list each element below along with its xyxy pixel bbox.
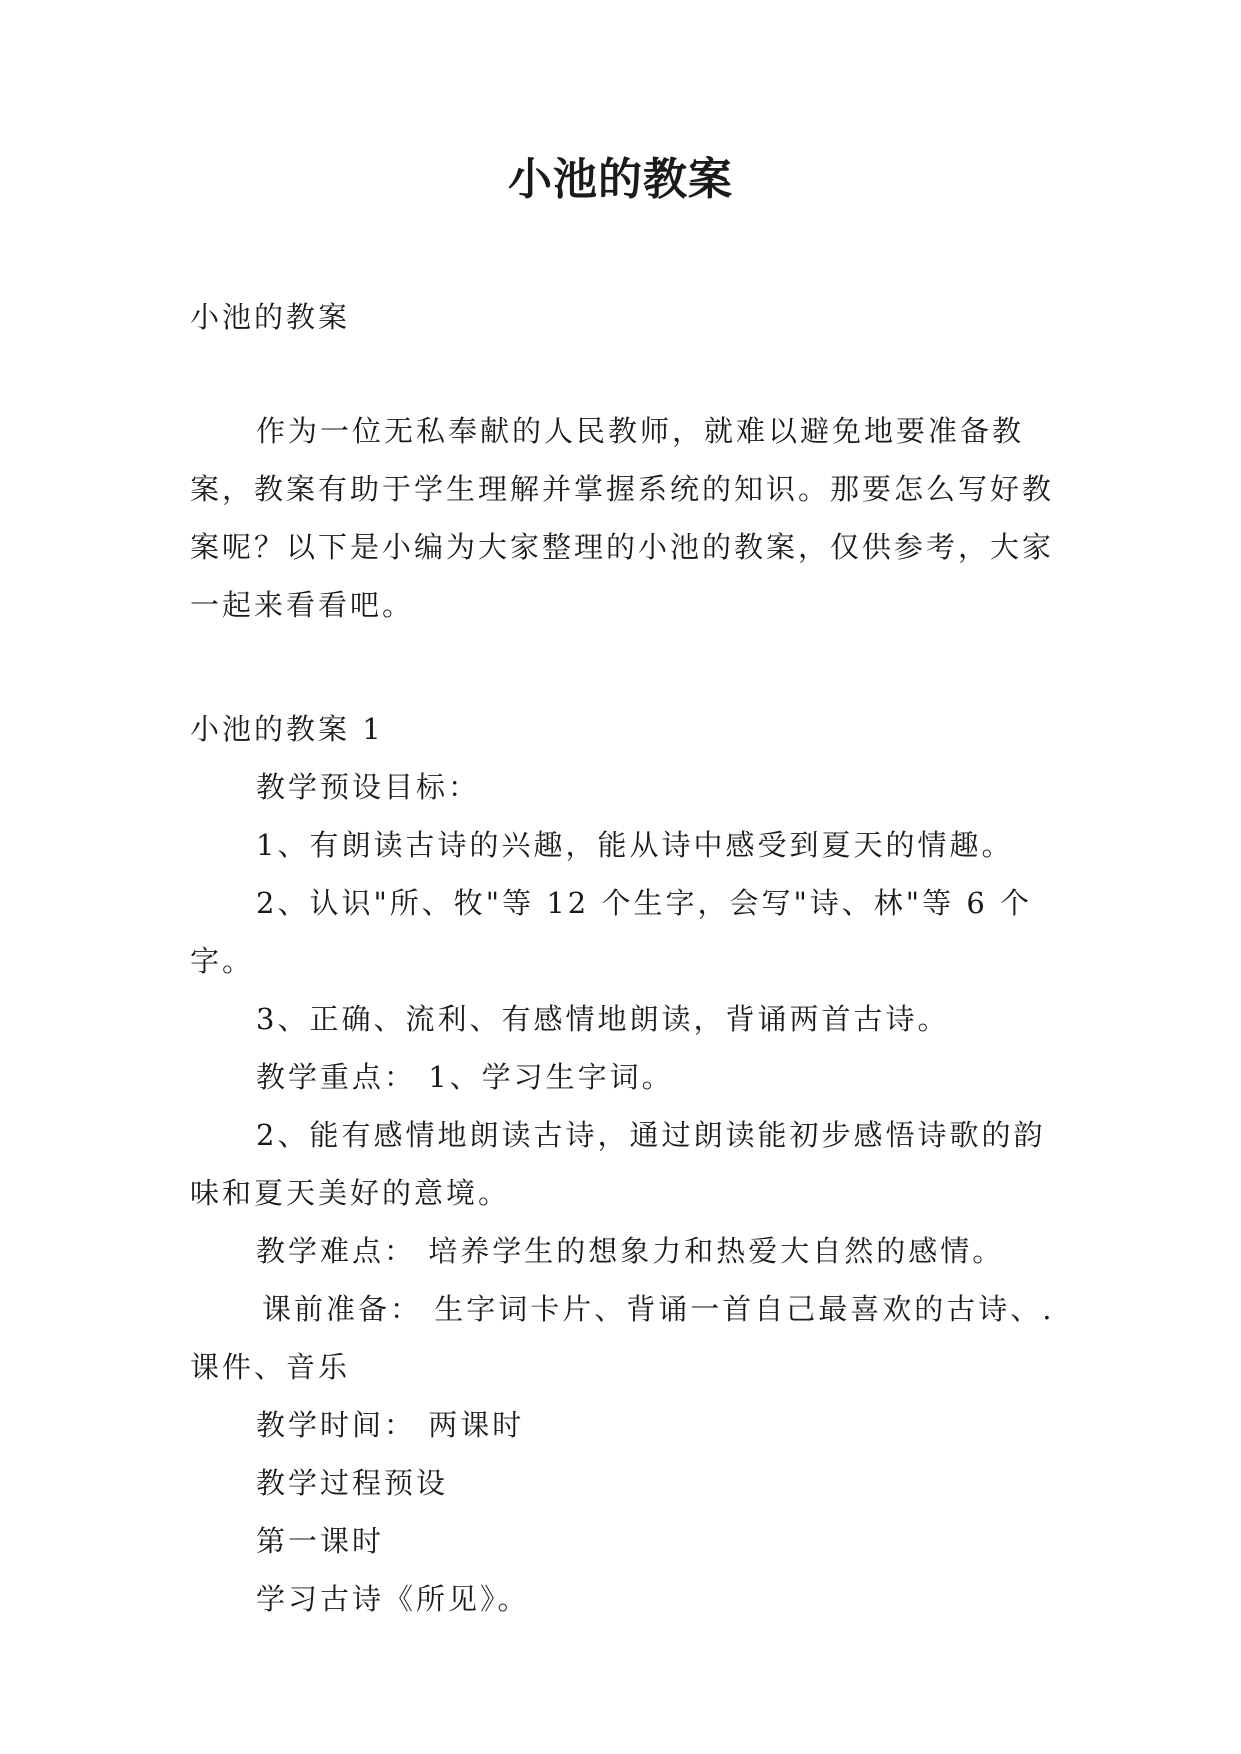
document-title: 小池的教案 xyxy=(508,154,733,205)
preparation: 课前准备： 生字词卡片、背诵一首自己最喜欢的古诗、.课件、音乐 xyxy=(190,1292,1055,1384)
process-heading: 教学过程预设 xyxy=(256,1466,449,1500)
poem-study: 学习古诗《所见》。 xyxy=(256,1582,530,1616)
teaching-time: 教学时间： 两课时 xyxy=(256,1408,525,1442)
objective-2: 2、认识"所、牧"等 12 个生字，会写"诗、林"等 6 个字。 xyxy=(190,886,1033,978)
difficulty: 教学难点： 培养学生的想象力和热爱大自然的感情。 xyxy=(256,1234,1005,1268)
key-point-1: 教学重点： 1、学习生字词。 xyxy=(256,1060,674,1094)
first-lesson: 第一课时 xyxy=(256,1524,385,1558)
objectives-heading: 教学预设目标： xyxy=(256,770,481,804)
section-heading: 小池的教案 1 xyxy=(190,712,384,746)
section-1 xyxy=(190,700,1070,1628)
objective-3: 3、正确、流利、有感情地朗读，背诵两首古诗。 xyxy=(256,1002,950,1036)
intro-paragraph: 作为一位无私奉献的人民教师，就难以避免地要准备教案，教案有助于学生理解并掌握系统的知识。那要怎么写好教案呢？以下是小编为大家整理的小池的教案，仅供参考，大家一起来看看吧。 xyxy=(190,414,1055,622)
document-subtitle: 小池的教案 xyxy=(190,300,351,334)
objective-1: 1、有朗读古诗的兴趣，能从诗中感受到夏天的情趣。 xyxy=(256,828,1014,862)
key-point-2: 2、能有感情地朗读古诗，通过朗读能初步感悟诗歌的韵味和夏天美好的意境。 xyxy=(190,1118,1046,1210)
